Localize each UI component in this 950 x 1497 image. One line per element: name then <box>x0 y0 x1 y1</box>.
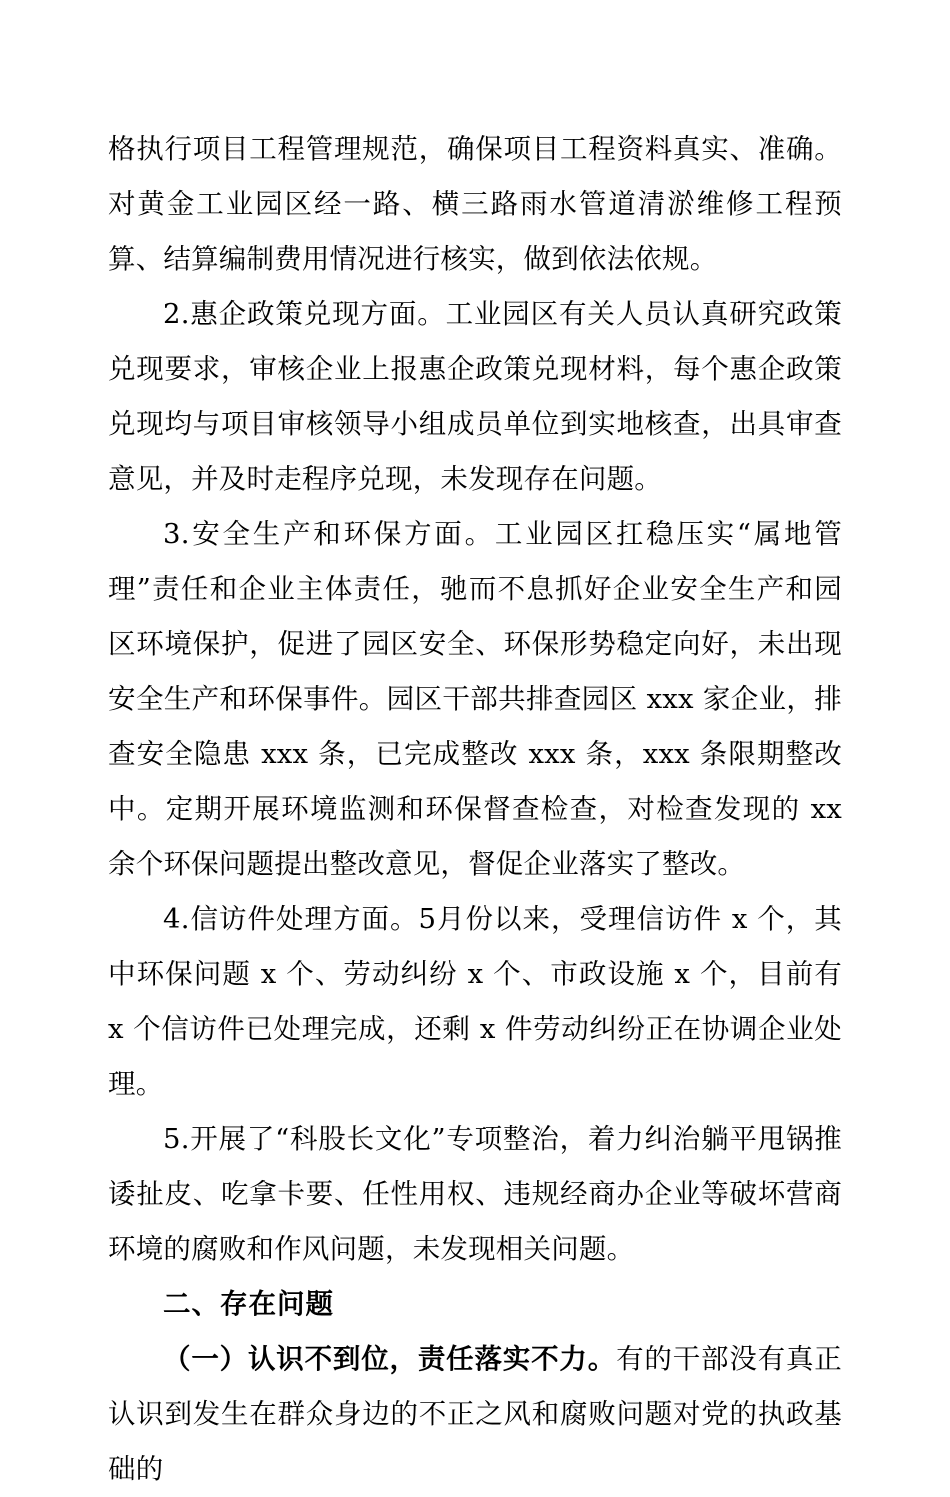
paragraph-item-2: 2.惠企政策兑现方面。工业园区有关人员认真研究政策兑现要求，审核企业上报惠企政策兑现材料，每个惠企政策兑现均与项目审核领导小组成员单位到实地核查，出具审查意见，并及时走程序兑现，未发现存在问题。 <box>108 298 842 495</box>
subsection-paragraph <box>108 1332 842 1497</box>
subsection-lead: （一）认识不到位，责任落实不力。 <box>163 1343 617 1375</box>
paragraph-item-4: 4.信访件处理方面。5月份以来，受理信访件 x 个，其中环保问题 x 个、劳动纠纷 x 个、市政设施 x 个，目前有 x 个信访件已处理完成，还剩 x 件劳动纠纷正在协调企业处理。 <box>108 903 842 1100</box>
paragraph-continuation: 格执行项目工程管理规范，确保项目工程资料真实、准确。对黄金工业园区经一路、横三路雨水管道清淤维修工程预算、结算编制费用情况进行核实，做到依法依规。 <box>108 133 842 275</box>
paragraph-item-5: 5.开展了“科股长文化”专项整治，着力纠治躺平甩锅推诿扯皮、吃拿卡要、任性用权、违规经商办企业等破坏营商环境的腐败和作风问题，未发现相关问题。 <box>108 1123 842 1265</box>
paragraph-item-3: 3.安全生产和环保方面。工业园区扛稳压实“属地管理”责任和企业主体责任，驰而不息抓好企业安全生产和园区环境保护，促进了园区安全、环保形势稳定向好，未出现安全生产和环保事件。园区干部共排查园区 xxx 家企业，排查安全隐患 xxx 条，已完成整改 xxx 条，xxx 条限期整改中。定期开展环境监测和环保督查检查，对检查发现的 xx 余个环保问题提出整改意见，督促企业落实了整改。 <box>108 518 842 880</box>
section-heading: 二、存在问题 <box>163 1288 334 1320</box>
subsection-text: 有的干部没有真正认识到发生在群众身边的不正之风和腐败问题对党的执政基础的 <box>108 1343 842 1485</box>
document-body <box>108 122 842 1497</box>
